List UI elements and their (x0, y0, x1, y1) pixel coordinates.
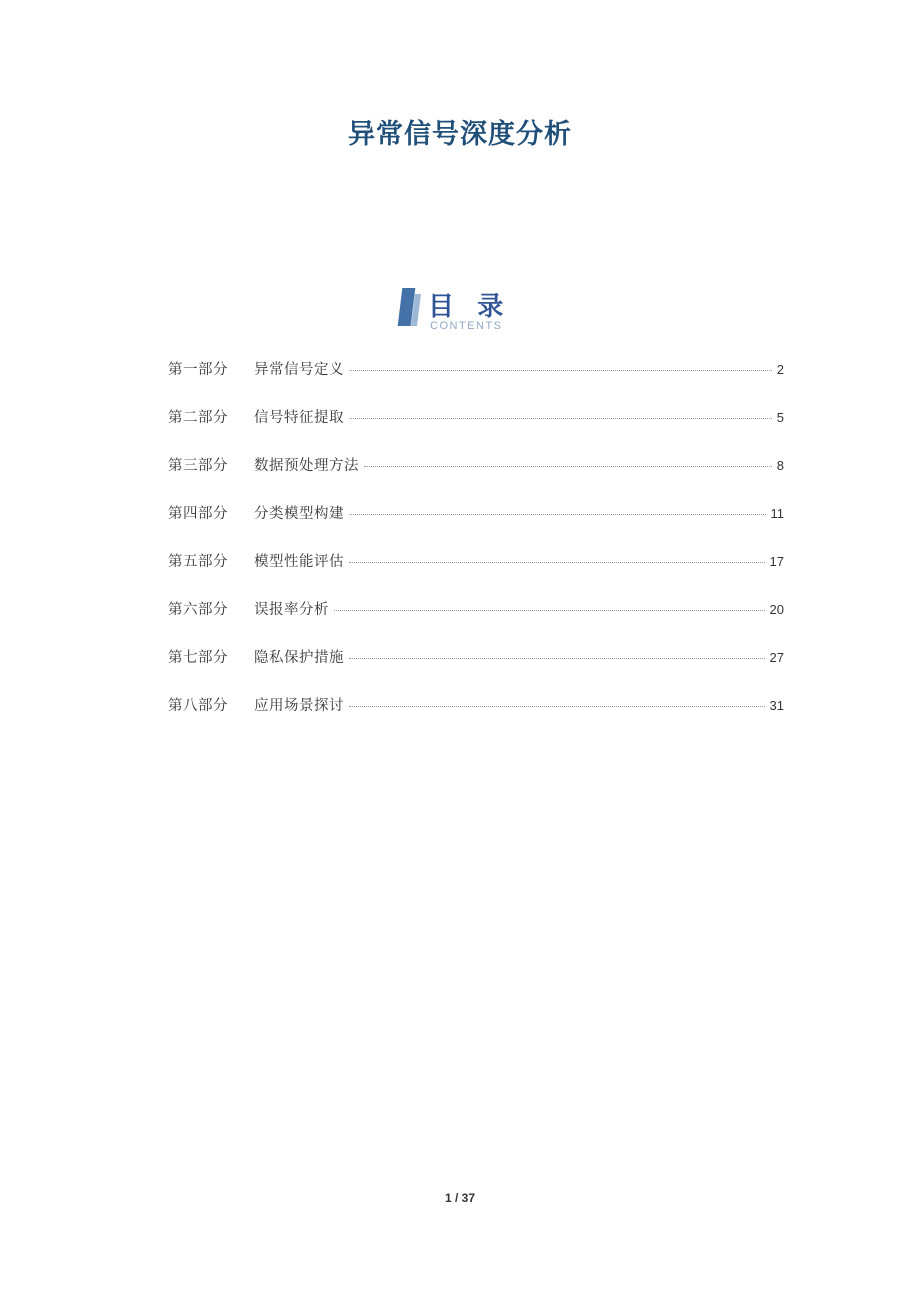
toc-leader-dots (349, 418, 772, 419)
toc-leader-dots (364, 466, 772, 467)
toc-entry[interactable] (168, 454, 784, 502)
page-title: 异常信号深度分析 (348, 119, 572, 149)
toc-leader-dots (349, 658, 765, 659)
toc-leader-dots (349, 706, 765, 707)
toc-entry-page: 2 (776, 362, 784, 377)
toc-entry-page: 27 (769, 650, 784, 665)
toc-entry-title: 数据预处理方法 (254, 458, 359, 474)
toc-entry[interactable] (168, 358, 784, 406)
toc-entry-part: 第七部分 (168, 650, 228, 666)
page-footer-indicator: 1 / 37 (444, 1191, 476, 1205)
toc-heading (0, 286, 920, 342)
toc-entry-part: 第六部分 (168, 602, 228, 618)
toc-entry-page: 17 (769, 554, 784, 569)
toc-entry[interactable] (168, 694, 784, 742)
toc-heading-cn: 目 录 (428, 291, 512, 321)
toc-leader-dots (349, 562, 765, 563)
toc-entry-title: 应用场景探讨 (254, 698, 344, 714)
toc-leader-dots (349, 370, 772, 371)
toc-entry-part: 第五部分 (168, 554, 228, 570)
toc-entry-page: 8 (776, 458, 784, 473)
toc-entry-part: 第二部分 (168, 410, 228, 426)
toc-entry-page: 20 (769, 602, 784, 617)
toc-entry[interactable] (168, 550, 784, 598)
toc-entry-part: 第八部分 (168, 698, 228, 714)
toc-entry-title: 异常信号定义 (254, 362, 344, 378)
toc-heading-en: CONTENTS (430, 320, 503, 332)
toc-entry-title: 信号特征提取 (254, 410, 344, 426)
toc-entry[interactable] (168, 646, 784, 694)
toc-leader-dots (334, 610, 765, 611)
toc-entry-title: 分类模型构建 (254, 506, 344, 522)
toc-entry-page: 5 (776, 410, 784, 425)
toc-leader-dots (349, 514, 766, 515)
toc-entry-part: 第三部分 (168, 458, 228, 474)
toc-entry-part: 第一部分 (168, 362, 228, 378)
toc-entry-title: 隐私保护措施 (254, 650, 344, 666)
toc-entry[interactable] (168, 598, 784, 646)
toc-entry-title: 误报率分析 (254, 602, 329, 618)
toc-entry[interactable] (168, 406, 784, 454)
toc-entry-part: 第四部分 (168, 506, 228, 522)
toc-list (168, 358, 784, 742)
toc-entry-page: 11 (770, 506, 784, 521)
toc-entry[interactable] (168, 502, 784, 550)
toc-entry-page: 31 (769, 698, 784, 713)
toc-entry-title: 模型性能评估 (254, 554, 344, 570)
